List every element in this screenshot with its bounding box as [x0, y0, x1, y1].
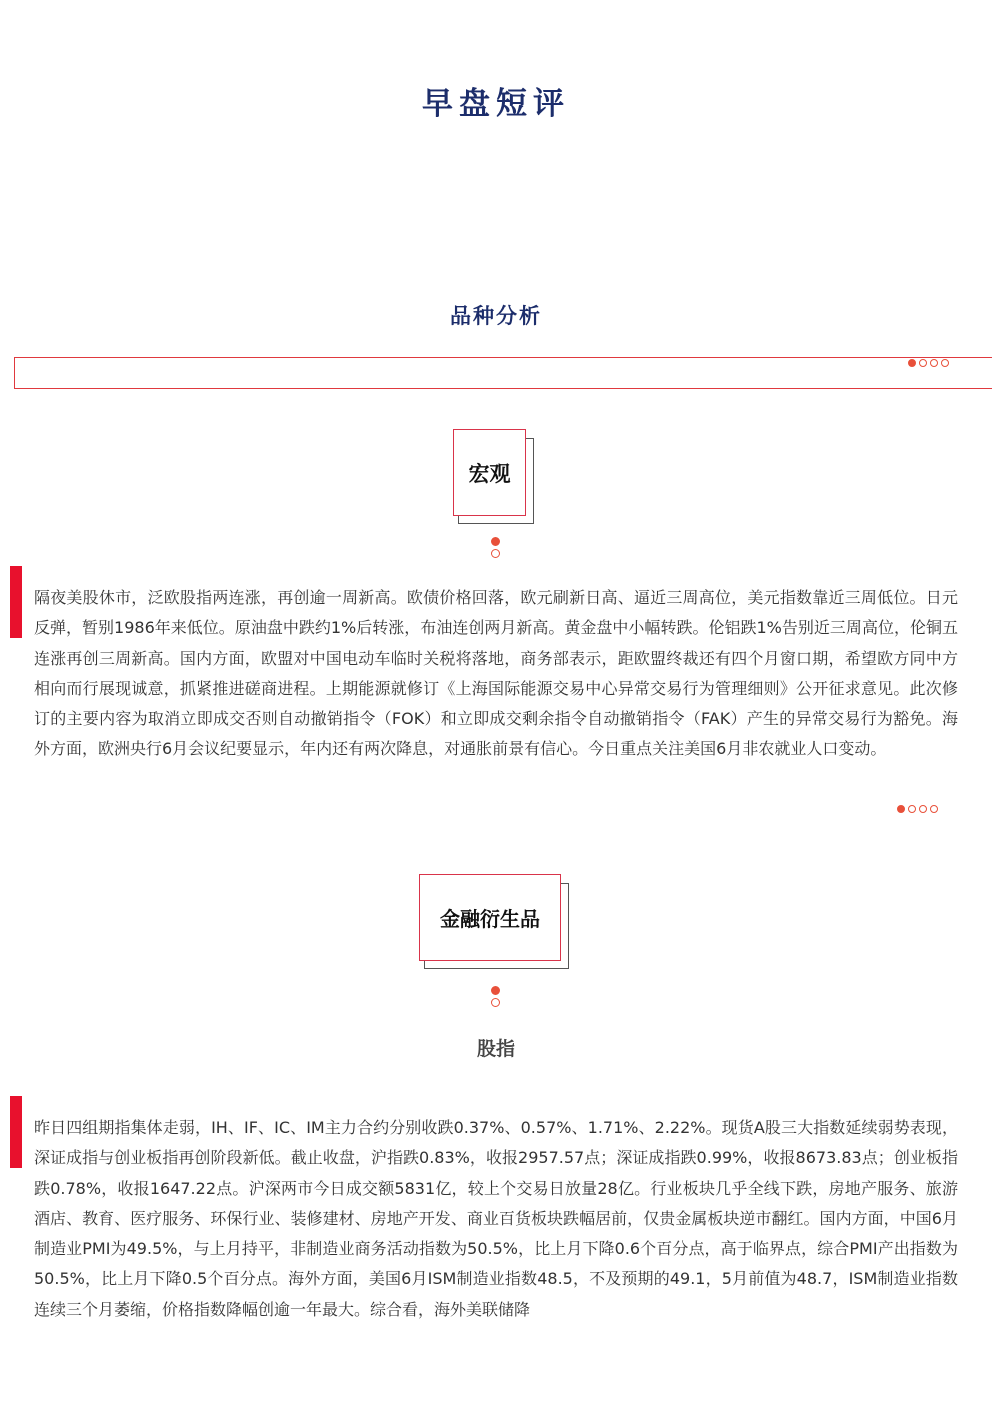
dot-icon [491, 549, 500, 558]
section-header [0, 278, 992, 338]
macro-paragraph: 隔夜美股休市，泛欧股指两连涨，再创逾一周新高。欧债价格回落，欧元刷新日高、逼近三周高位，美元指数靠近三周低位。日元反弹，暂别1986年来低位。原油盘中跌约1%后转涨，布油连创两月新高。黄金盘中小幅转跌。伦铝跌1%告别近三周高位，伦铜五连涨再创三周新高。国内方面，欧盟对中国电动车临时关税将落地，商务部表示，距欧盟终裁还有四个月窗口期，希望欧方同中方相向而行展现诚意，抓紧推进磋商进程。上期能源就修订《上海国际能源交易中心异常交易行为管理细则》公开征求意见。此次修订的主要内容为取消立即成交否则自动撤销指令（FOK）和立即成交剩余指令自动撤销指令（FAK）产生的异常交易行为豁免。海外方面，欧洲央行6月会议纪要显示，年内还有两次降息，对通胀前景有信心。今日重点关注美国6月非农就业人口变动。 [34, 588, 958, 759]
macro-accent-bar [10, 566, 22, 638]
dot-icon [930, 805, 938, 813]
macro-heading: 宏观 [453, 429, 526, 516]
dot-icon [941, 359, 949, 367]
dot-icon [919, 805, 927, 813]
section-banner [14, 357, 992, 389]
macro-end-dots [897, 805, 938, 813]
dot-icon [491, 998, 500, 1007]
banner-dots [908, 359, 949, 367]
dot-icon [908, 359, 916, 367]
financial-paragraph: 昨日四组期指集体走弱，IH、IF、IC、IM主力合约分别收跌0.37%、0.57%、1.71%、2.22%。现货A股三大指数延续弱势表现，深证成指与创业板指再创阶段新低。截止收盘，沪指跌0.83%，收报2957.57点；深证成指跌0.99%，收报8673.83点；创业板指跌0.78%，收报1647.22点。沪深两市今日成交额5831亿，较上个交易日放量28亿。行业板块几乎全线下跌，房地产服务、旅游酒店、教育、医疗服务、环保行业、装修建材、房地产开发、商业百货板块跌幅居前，仅贵金属板块逆市翻红。国内方面，中国6月制造业PMI为49.5%，与上月持平，非制造业商务活动指数为50.5%，比上月下降0.6个百分点，高于临界点，综合PMI产出指数为50.5%，比上月下降0.5个百分点。海外方面，美国6月ISM制造业指数48.5，不及预期的49.1，5月前值为48.7，ISM制造业指数连续三个月萎缩，价格指数降幅创逾一年最大。综合看，海外美联储降 [34, 1118, 958, 1319]
dot-icon [491, 986, 500, 995]
dot-icon [897, 805, 905, 813]
financial-dots [491, 986, 500, 1007]
page-title: 早盘短评 [422, 86, 570, 122]
financial-heading: 金融衍生品 [419, 874, 561, 961]
dot-icon [930, 359, 938, 367]
dot-icon [919, 359, 927, 367]
macro-dots [491, 537, 500, 558]
stock-index-subheading: 股指 [476, 1038, 515, 1060]
financial-accent-bar [10, 1096, 22, 1168]
dot-icon [491, 537, 500, 546]
dot-icon [908, 805, 916, 813]
section-title: 品种分析 [450, 304, 542, 328]
